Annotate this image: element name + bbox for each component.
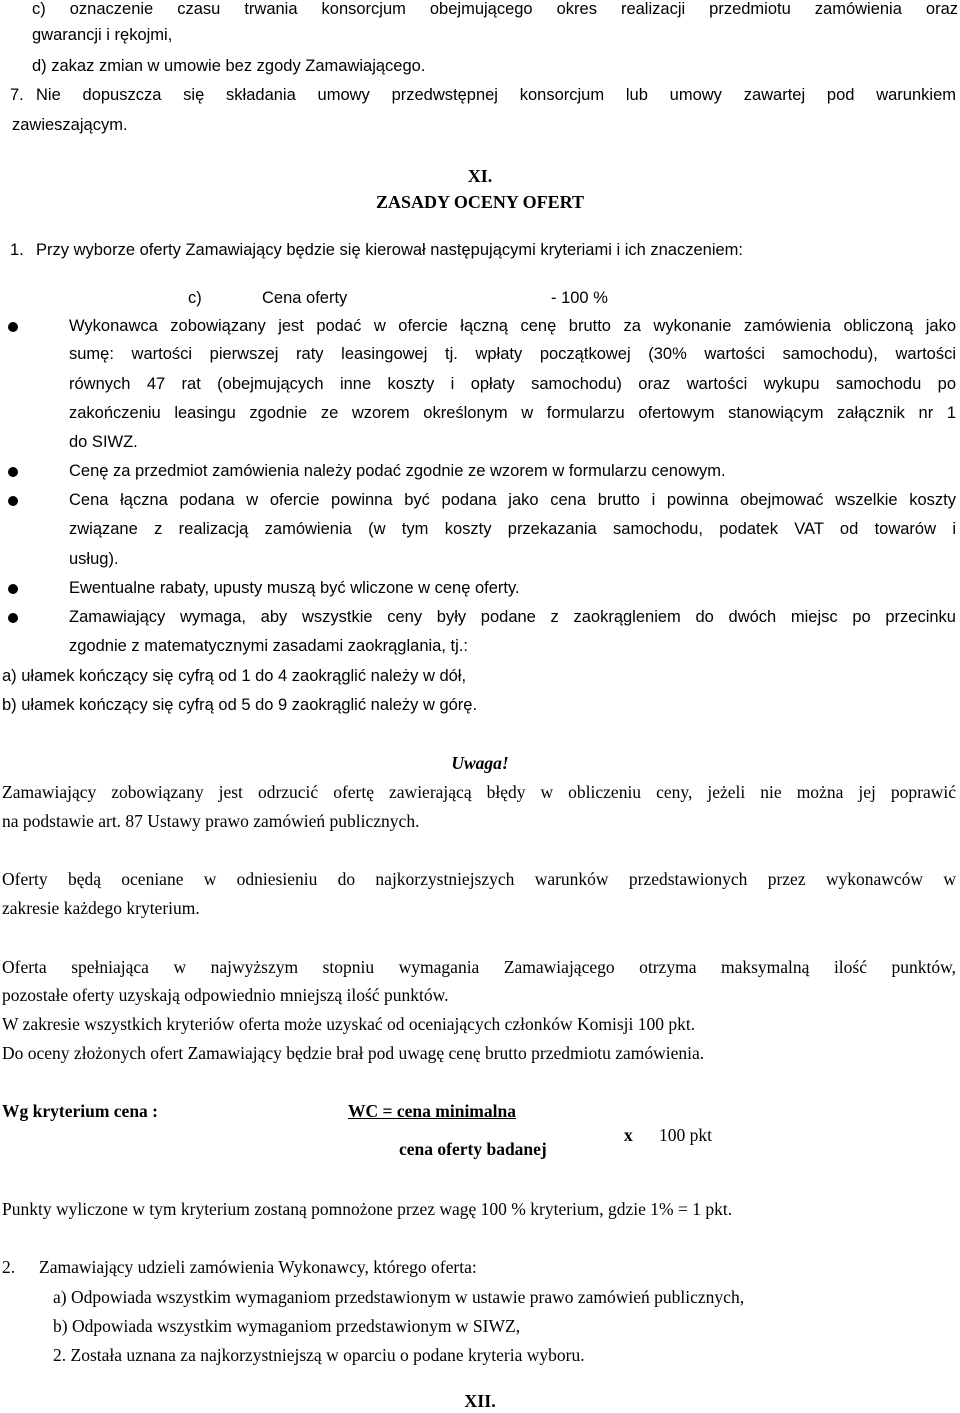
note-line2: na podstawie art. 87 Ustawy prawo zamówień publicznych.	[2, 811, 420, 831]
item-d: d) zakaz zmian w umowie bez zgody Zamawiającego.	[32, 57, 426, 75]
item7-line2: zawieszającym.	[12, 116, 128, 134]
bullet1-line5: do SIWZ.	[69, 433, 138, 451]
formula-times: x	[624, 1125, 633, 1145]
bullet3-line3: usług).	[69, 550, 119, 568]
item-c-line1: c) oznaczenie czasu trwania konsorcjum obejmującego okres realizacji przedmiotu zamówienia oraz	[32, 0, 958, 18]
formula-label: Wg kryterium cena :	[2, 1101, 159, 1121]
criterion-weight: - 100 %	[551, 289, 608, 307]
point2-text: Zamawiający udzieli zamówienia Wykonawcy, którego oferta:	[39, 1257, 477, 1277]
para1-line2: zakresie każdego kryterium.	[2, 898, 200, 918]
bullet4: Ewentualne rabaty, upusty muszą być wliczone w cenę oferty.	[69, 579, 520, 597]
point1-number: 1.	[10, 241, 24, 259]
bullet-icon	[8, 496, 18, 506]
bullet-icon	[8, 322, 18, 332]
bullet1-line3: równych 47 rat (obejmujących inne koszty i opłaty samochodu) oraz wartości wykupu samochodu po	[69, 375, 956, 393]
item7-number: 7.	[10, 86, 24, 104]
bullet-icon	[8, 467, 18, 477]
criterion-letter: c)	[188, 289, 202, 307]
para2-line1: Oferta spełniająca w najwyższym stopniu wymagania Zamawiającego otrzyma maksymalną ilość punktów,	[2, 957, 956, 977]
section-title-xi: ZASADY OCENY OFERT	[375, 192, 585, 212]
para3: W zakresie wszystkich kryteriów oferta może uzyskać od oceniających członków Komisji 100 pkt.	[2, 1014, 696, 1034]
formula-wc: WC =	[348, 1101, 397, 1121]
point2-item-a: a) Odpowiada wszystkim wymaganiom przedstawionym w ustawie prawo zamówień publicznych,	[53, 1287, 745, 1307]
formula-denominator: cena oferty badanej	[399, 1139, 547, 1159]
para4: Do oceny złożonych ofert Zamawiający będzie brał pod uwagę cenę brutto przedmiotu zamówienia.	[2, 1043, 705, 1063]
section-number-xii: XII.	[464, 1391, 496, 1411]
para1-line1: Oferty będą oceniane w odniesieniu do najkorzystniejszych warunków przedstawionych przez wykonawców w	[2, 869, 956, 889]
bullet3-line2: związane z realizacją zamówienia (w tym koszty przekazania samochodu, podatek VAT od towarów i	[69, 520, 956, 538]
bullet2: Cenę za przedmiot zamówienia należy podać zgodnie ze wzorem w formularzu cenowym.	[69, 462, 726, 480]
formula-numerator: cena minimalna	[396, 1101, 516, 1121]
bullet-icon	[8, 613, 18, 623]
bullet-icon	[8, 584, 18, 594]
item-c-line2: gwarancji i rękojmi,	[32, 26, 173, 44]
points-note: Punkty wyliczone w tym kryterium zostaną pomnożone przez wagę 100 % kryterium, gdzie 1% = 1 pkt.	[2, 1199, 733, 1219]
formula-points: 100 pkt	[659, 1125, 712, 1145]
point2-item-b: b) Odpowiada wszystkim wymaganiom przedstawionym w SIWZ,	[53, 1316, 521, 1336]
bullet5-line2: zgodnie z matematycznymi zasadami zaokrąglania, tj.:	[69, 637, 468, 655]
bullet5-line1: Zamawiający wymaga, aby wszystkie ceny były podane z zaokrągleniem do dwóch miejsc po przecinku	[69, 608, 956, 626]
para2-line2: pozostałe oferty uzyskają odpowiednio mniejszą ilość punktów.	[2, 985, 449, 1005]
item7-line1: Nie dopuszcza się składania umowy przedwstępnej konsorcjum lub umowy zawartej pod warunkiem	[36, 86, 956, 104]
point2-item-c: 2. Została uznana za najkorzystniejszą w oparciu o podane kryteria wyboru.	[53, 1345, 585, 1365]
bullet1-line2: sumę: wartości pierwszej raty leasingowej tj. wpłaty początkowej (30% wartości samochodu), wartości	[69, 345, 956, 363]
formula-fraction	[348, 1100, 516, 1122]
bullet1-line1: Wykonawca zobowiązany jest podać w ofercie łączną cenę brutto za wykonanie zamówienia obliczoną jako	[69, 317, 956, 335]
rounding-rule-a: a) ułamek kończący się cyfrą od 1 do 4 zaokrąglić należy w dół,	[2, 667, 467, 685]
section-number-xi: XI.	[467, 166, 493, 186]
point1-text: Przy wyborze oferty Zamawiający będzie się kierował następującymi kryteriami i ich znaczeniem:	[36, 241, 744, 259]
note-line1: Zamawiający zobowiązany jest odrzucić ofertę zawierającą błędy w obliczeniu ceny, jeżeli nie można jej poprawić	[2, 782, 956, 802]
criterion-name: Cena oferty	[262, 289, 348, 307]
rounding-rule-b: b) ułamek kończący się cyfrą od 5 do 9 zaokrąglić należy w górę.	[2, 696, 478, 714]
point2-number: 2.	[2, 1257, 16, 1277]
note-heading: Uwaga!	[451, 753, 509, 773]
bullet3-line1: Cena łączna podana w ofercie powinna być podana jako cena brutto i powinna obejmować wszelkie koszty	[69, 491, 956, 509]
bullet1-line4: zakończeniu leasingu zgodnie ze wzorem określonym w formularzu ofertowym stanowiącym załącznik nr 1	[69, 404, 956, 422]
